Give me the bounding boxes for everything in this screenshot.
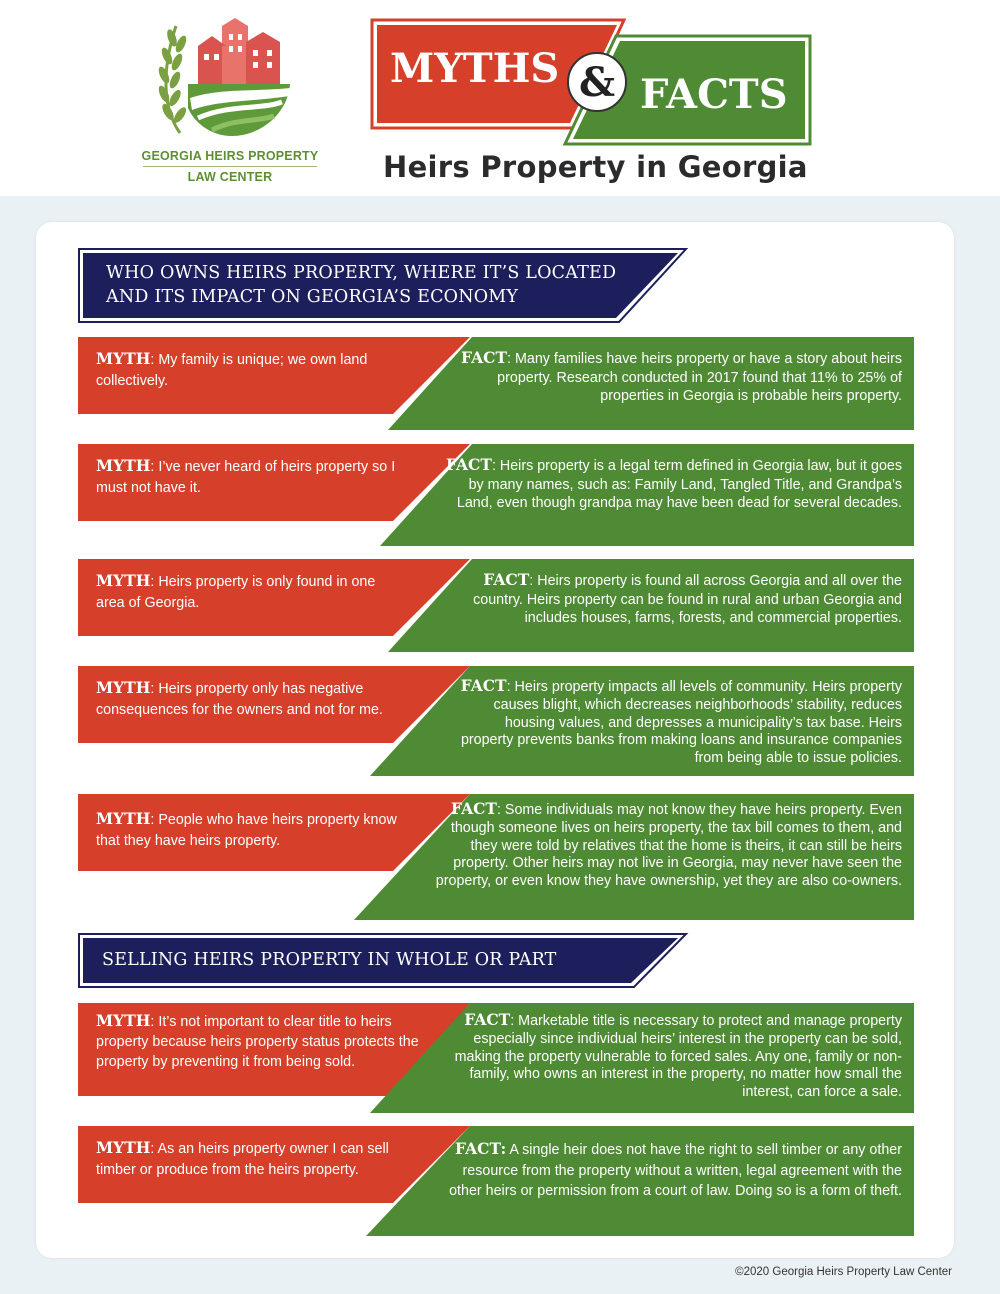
facts-title: FACTS <box>640 71 788 118</box>
fact-text: A single heir does not have the right to sell timber or any other resource from the property without a written, legal agreement with the other heirs or permission from a court of law. Doing so is a form of theft. <box>449 1142 902 1199</box>
myth-text: : My family is unique; we own land collectively. <box>96 352 368 389</box>
fact-card-7 <box>366 1126 914 1236</box>
fact-card-6 <box>370 1003 914 1113</box>
fact-text: : Heirs property is a legal term defined in Georgia law, but it goes by many names, such as: Family Land, Tangled Title, and Grandpa’s Land, even though grandpa may have been dead for several decades. <box>456 458 902 511</box>
org-logo <box>135 18 325 188</box>
fact-card-2 <box>380 444 914 546</box>
fact-text: : Many families have heirs property or have a story about heirs property. Research conducted in 2017 found that 11% to 25% of properties in Georgia is probable heirs property. <box>497 351 902 404</box>
myth-text: : I’ve never heard of heirs property so I must not have it. <box>96 459 396 496</box>
myth-label: MYTH <box>96 456 151 475</box>
myth-label: MYTH <box>96 571 151 590</box>
copyright-footer: ©2020 Georgia Heirs Property Law Center <box>735 1266 952 1278</box>
fact-card-3 <box>388 559 914 652</box>
myth-label: MYTH <box>96 1011 151 1030</box>
logo-emblem-icon <box>150 18 310 143</box>
fact-text: : Some individuals may not know they have heirs property. Even though someone lives on heirs property, the tax bill comes to them, and they were told by relatives that the home is theirs, it can still be heirs property. Other heirs may not live in Georgia, may never have seen the property, or even know they have ownership, yet they are also co-owners. <box>435 802 902 890</box>
fact-label: FACT <box>450 799 497 818</box>
section-banner-1 <box>78 248 690 324</box>
org-divider <box>143 166 317 167</box>
fact-label: FACT <box>464 1010 511 1029</box>
fact-card-4 <box>370 666 914 776</box>
org-name-line1: GEORGIA HEIRS PROPERTY <box>141 149 319 163</box>
fact-label: FACT <box>445 455 492 474</box>
org-name-line2: LAW CENTER <box>187 170 273 184</box>
fact-card-1 <box>388 337 914 430</box>
myth-label: MYTH <box>96 349 151 368</box>
section-banner-2 <box>78 933 690 989</box>
myth-label: MYTH <box>96 809 151 828</box>
myth-text: : It’s not important to clear title to heirs property because heirs property status protects the property by preventing it from being sold. <box>96 1014 419 1070</box>
myths-facts-title <box>368 16 818 148</box>
fact-label: FACT: <box>455 1139 507 1158</box>
myths-title: MYTHS <box>390 45 560 92</box>
section-title-line2: AND ITS IMPACT ON GEORGIA’S ECONOMY <box>106 287 519 307</box>
page-subtitle: Heirs Property in Georgia <box>383 150 808 184</box>
myth-text: : Heirs property is only found in one area of Georgia. <box>96 574 376 611</box>
myth-label: MYTH <box>96 678 151 697</box>
fact-text: : Heirs property impacts all levels of community. Heirs property causes blight, which decreases neighborhoods’ stability, reduces housing values, and depresses a municipality’s tax base. Heirs property prevents banks from making loans and insurance companies from being able to issue policies. <box>460 679 902 767</box>
fact-label: FACT <box>483 570 530 589</box>
myth-text: : Heirs property only has negative consequences for the owners and not for me. <box>96 681 383 718</box>
fact-label: FACT <box>461 348 508 367</box>
myth-label: MYTH <box>96 1138 151 1157</box>
ampersand: & <box>578 59 616 106</box>
header-area <box>0 0 1000 196</box>
section-title-selling: SELLING HEIRS PROPERTY IN WHOLE OR PART <box>102 950 557 970</box>
fact-card-5 <box>354 794 914 920</box>
myth-text: : As an heirs property owner I can sell timber or produce from the heirs property. <box>96 1141 389 1178</box>
fact-label: FACT <box>460 676 507 695</box>
myth-text: : People who have heirs property know that they have heirs property. <box>96 812 397 849</box>
fact-text: : Marketable title is necessary to protect and manage property especially since individual heirs’ interest in the property can be sold, making the property vulnerable to forced sales. Any one, family or non-family, who owns an interest in the property, no matter how small the interest, can force a sale. <box>454 1013 902 1101</box>
section-title-line1: WHO OWNS HEIRS PROPERTY, WHERE IT’S LOCATED <box>106 263 617 283</box>
fact-text: : Heirs property is found all across Georgia and all over the country. Heirs property can be found in rural and urban Georgia and includes houses, farms, forests, and commercial properties. <box>473 573 902 626</box>
